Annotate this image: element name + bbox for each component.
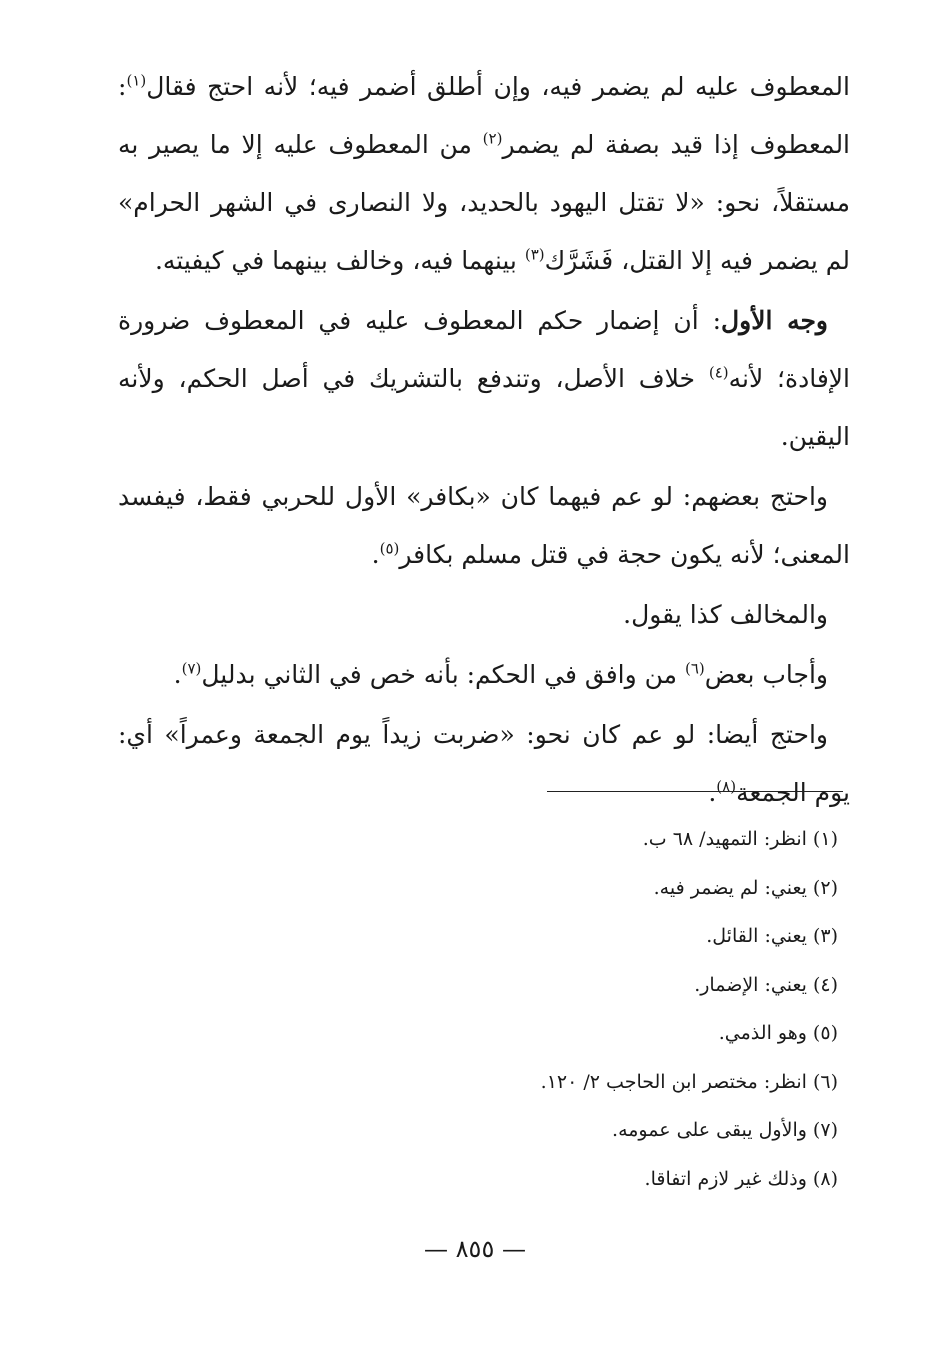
- footnote-separator: [547, 791, 843, 792]
- footnote-reference: (١): [126, 71, 147, 90]
- text-run: : أن إضمار حكم المعطوف عليه في المعطوف ضرورة الإفادة؛ لأنه: [118, 306, 850, 393]
- footnote: (٨) وذلك غير لازم اتفاقا.: [644, 1167, 838, 1190]
- text-run: .: [708, 778, 717, 807]
- footnote-reference: (٣): [524, 245, 545, 264]
- paragraph: [118, 468, 850, 584]
- paragraph: [118, 586, 850, 644]
- main-text: [118, 58, 850, 824]
- text-run: المعطوف عليه لم يضمر فيه، وإن أطلق أضمر فيه؛ لأنه احتج فقال: [146, 72, 850, 101]
- text-run: : المعطوف إذا قيد بصفة لم يضمر: [118, 72, 851, 159]
- paragraph: [118, 646, 850, 704]
- text-run: خلاف الأصل، وتندفع بالتشريك في أصل الحكم، ولأنه اليقين.: [118, 364, 850, 451]
- footnote: (٥) وهو الذمي.: [718, 1022, 838, 1044]
- footnotes: [378, 815, 838, 1203]
- text-run: واحتج أيضا: لو عم كان نحو: «ضربت زيداً يوم الجمعة وعمراً» أي: يوم الجمعة: [118, 720, 850, 807]
- text-run: من وافق في الحكم: بأنه خص في الثاني بدليل: [201, 660, 685, 689]
- footnote-reference: (٥): [379, 539, 400, 558]
- footnote: (١) انظر: التمهيد/ ٦٨ ب.: [642, 828, 838, 850]
- paragraph: [118, 706, 850, 822]
- paragraph: [118, 58, 850, 290]
- bold-heading: وجه الأول: [721, 306, 829, 335]
- text-run: من المعطوف عليه إلا ما يصير به مستقلاً، نحو: «لا تقتل اليهود بالحديد، ولا النصارى في الشهر الحرام» لم يضمر فيه إلا القتل، فَشَرَّك: [118, 130, 850, 275]
- text-run: .: [173, 660, 182, 689]
- text-run: وأجاب بعض: [704, 660, 828, 689]
- footnote-reference: (٢): [482, 129, 503, 148]
- text-run: والمخالف كذا يقول.: [623, 600, 828, 629]
- footnote: (٣) يعني: القائل.: [706, 925, 838, 947]
- footnote: (٢) يعني: لم يضمر فيه.: [653, 876, 838, 899]
- footnote-reference: (٦): [685, 659, 705, 678]
- text-run: .: [371, 540, 380, 569]
- footnote-reference: (٧): [181, 659, 202, 678]
- text-run: بينهما فيه، وخالف بينهما في كيفيته.: [154, 246, 525, 275]
- page-number: — ٨٥٥ —: [424, 1235, 526, 1263]
- paragraph: [118, 292, 850, 466]
- footnote: (٤) يعني: الإضمار.: [694, 973, 838, 996]
- footnote: (٦) انظر: مختصر ابن الحاجب ٢/ ١٢٠.: [540, 1070, 838, 1093]
- footnote-reference: (٤): [708, 363, 729, 382]
- footnote-reference: (٨): [716, 777, 737, 796]
- text-run: واحتج بعضهم: لو عم فيهما كان «بكافر» الأول للحربي فقط، فيفسد المعنى؛ لأنه يكون حجة في قتل مسلم بكافر: [118, 482, 850, 569]
- footnote: (٧) والأول يبقى على عمومه.: [612, 1119, 838, 1141]
